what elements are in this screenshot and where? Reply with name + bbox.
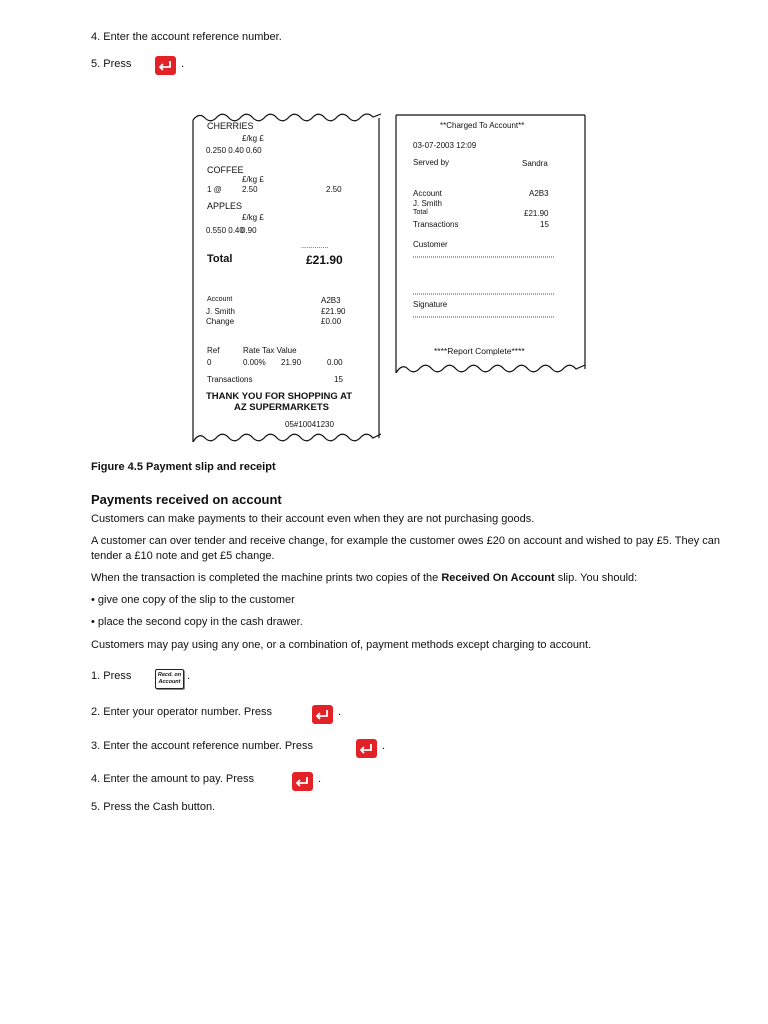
bullet-2: • place the second copy in the cash drawer. xyxy=(91,616,303,628)
item-apples-unit: £/kg £ xyxy=(242,213,264,222)
account-value: A2B3 xyxy=(321,296,341,305)
section-heading: Payments received on account xyxy=(91,492,282,507)
account-amount: £21.90 xyxy=(321,307,346,316)
paragraph-1: Customers can make payments to their account even when they are not purchasing goods. xyxy=(91,513,535,525)
step-2-suffix: . xyxy=(338,706,342,718)
item-coffee: COFFEE xyxy=(207,165,244,175)
item-apples-price: 0.90 xyxy=(241,226,257,235)
total-label: Total xyxy=(207,253,233,265)
item-apples-line: 0.550 0.40 xyxy=(206,226,244,235)
item-cherries: CHERRIES xyxy=(207,121,254,131)
slip-datetime: 03-07-2003 12:09 xyxy=(413,141,477,150)
slip-total-value: £21.90 xyxy=(524,209,549,218)
item-cherries-price: 0.60 xyxy=(246,146,262,155)
tax-header-ref: Ref xyxy=(207,346,220,355)
slip-transactions-value: 15 xyxy=(540,220,549,229)
bullet-1: • give one copy of the slip to the customer xyxy=(91,594,295,606)
transactions-label: Transactions xyxy=(207,375,253,384)
total-dots: .............. xyxy=(301,243,329,250)
step-5-top: 5. Press xyxy=(91,58,132,70)
enter-key-icon xyxy=(312,705,333,724)
charged-account-slip xyxy=(394,111,588,377)
customer-label: Customer xyxy=(413,240,448,249)
slip-title: **Charged To Account** xyxy=(440,121,525,130)
receipt-code: 05#10041230 xyxy=(285,420,334,429)
enter-key-icon xyxy=(292,772,313,791)
step-5: 5. Press the Cash button. xyxy=(91,801,216,813)
paragraph-methods: Customers may pay using any one, or a combination of, payment methods except charging to account. xyxy=(91,639,592,651)
tax-header: Rate Tax Value xyxy=(243,346,297,355)
recd-key-line-2: Account xyxy=(158,679,181,685)
received-on-account-term: Received On Account xyxy=(441,572,555,584)
slip-account-value: A2B3 xyxy=(529,189,549,198)
step-4-top: 4. Enter the account reference number. xyxy=(91,31,282,43)
item-cherries-line: 0.250 0.40 xyxy=(206,146,244,155)
step-3: 3. Enter the account reference number. Press xyxy=(91,740,313,752)
slip-name: J. Smith xyxy=(413,199,442,208)
served-by-value: Sandra xyxy=(522,159,548,168)
step-1: 1. Press xyxy=(91,670,132,682)
step-4: 4. Enter the amount to pay. Press xyxy=(91,773,255,785)
slip-footer: ****Report Complete**** xyxy=(434,346,525,356)
account-label: Account xyxy=(207,296,233,303)
transactions-value: 15 xyxy=(334,375,343,384)
slip-total-label: Total xyxy=(413,209,428,216)
figure-caption: Figure 4.5 Payment slip and receipt xyxy=(91,461,276,473)
item-cherries-unit: £/kg £ xyxy=(242,134,264,143)
step-4-suffix: . xyxy=(318,773,322,785)
recd-on-account-key-icon xyxy=(155,669,184,689)
tax-ref: 0 xyxy=(207,358,212,367)
tax-value: 0.00 xyxy=(327,358,343,367)
thanks-line-2: AZ SUPERMARKETS xyxy=(234,402,330,413)
step-1-suffix: . xyxy=(187,670,191,682)
change-value: £0.00 xyxy=(321,317,342,326)
enter-key-icon xyxy=(155,56,176,75)
step-5-top-suffix: . xyxy=(181,58,185,70)
tax-rate: 0.00% xyxy=(243,358,266,367)
sales-receipt xyxy=(191,110,384,445)
tax-amount: 21.90 xyxy=(281,358,302,367)
paragraph-completed-before: When the transaction is completed the machine prints two copies of the xyxy=(91,572,442,584)
item-coffee-qty: 1 @ xyxy=(207,185,222,194)
served-by-label: Served by xyxy=(413,158,450,167)
total-value: £21.90 xyxy=(306,253,343,267)
slip-account-label: Account xyxy=(413,189,442,198)
recd-key-line-1: Recd. on xyxy=(157,672,182,678)
paragraph-completed-after: slip. You should: xyxy=(554,572,638,584)
signature-label: Signature xyxy=(413,300,448,309)
slip-transactions-label: Transactions xyxy=(413,220,459,229)
item-apples: APPLES xyxy=(207,201,243,211)
paragraph-2: A customer can over tender and receive change, for example the customer owes £20 on account and wished to pay £5. They can tender a £10 note and get £5 change. xyxy=(91,535,721,562)
item-coffee-unit: £/kg £ xyxy=(242,175,264,184)
enter-key-icon xyxy=(356,739,377,758)
step-2: 2. Enter your operator number. Press xyxy=(91,706,272,718)
change-label: Change xyxy=(206,317,235,326)
paragraph-completed xyxy=(91,571,736,586)
item-coffee-value: 2.50 xyxy=(326,185,342,194)
thanks-line-1: THANK YOU FOR SHOPPING AT xyxy=(206,391,353,402)
account-name: J. Smith xyxy=(206,307,235,316)
step-3-suffix: . xyxy=(382,740,386,752)
item-coffee-rate: 2.50 xyxy=(242,185,258,194)
